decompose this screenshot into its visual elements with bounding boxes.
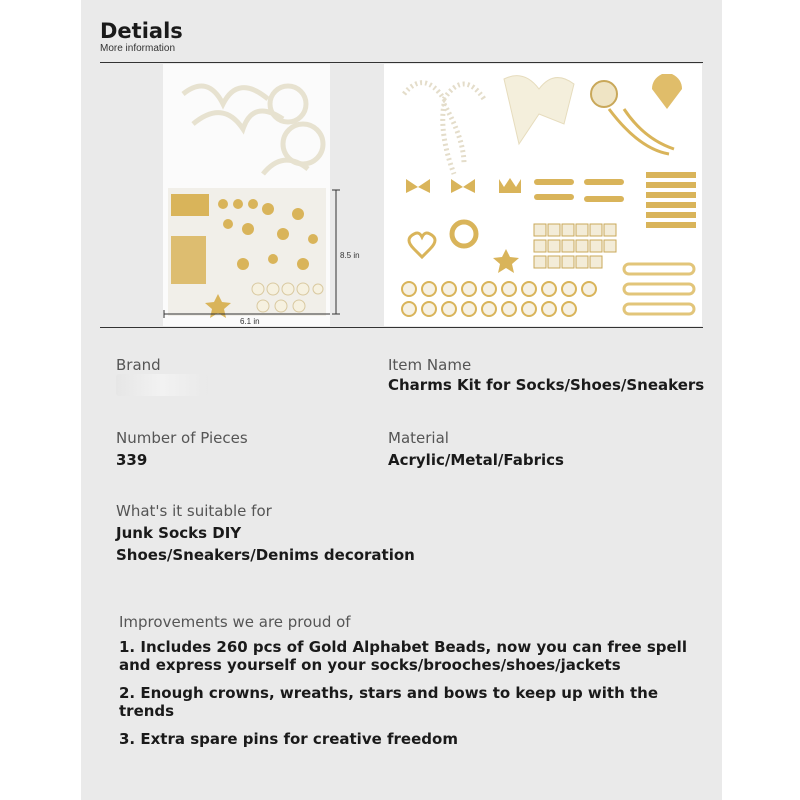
material-value: Acrylic/Metal/Fabrics (388, 451, 564, 469)
height-dimension: 8.5 in (340, 251, 360, 260)
improvement-item-2: 2. Enough crowns, wreaths, stars and bows to keep up with the trends (119, 684, 659, 720)
improvements-heading: Improvements we are proud of (119, 613, 351, 631)
page-title: Detials (100, 19, 183, 43)
improvement-item-3: 3. Extra spare pins for creative freedom (119, 730, 458, 748)
suitable-line-2: Shoes/Sneakers/Denims decoration (116, 546, 415, 564)
suitable-label: What's it suitable for (116, 502, 272, 520)
brand-label: Brand (116, 356, 161, 374)
bottom-divider (100, 327, 703, 328)
charms-photo (384, 64, 702, 326)
pieces-value: 339 (116, 451, 148, 469)
material-label: Material (388, 429, 449, 447)
brand-value-redacted (116, 374, 208, 396)
item-name-value: Charms Kit for Socks/Shoes/Sneakers (388, 376, 705, 394)
pieces-label: Number of Pieces (116, 429, 248, 447)
item-name-label: Item Name (388, 356, 472, 374)
page-subtitle: More information (100, 43, 176, 54)
top-divider (100, 62, 703, 63)
width-dimension: 6.1 in (240, 317, 260, 326)
suitable-line-1: Junk Socks DIY (116, 524, 242, 542)
improvement-item-1: 1. Includes 260 pcs of Gold Alphabet Beads, now you can free spell and express yourself on your socks/brooches/shoes/jackets (119, 638, 687, 674)
